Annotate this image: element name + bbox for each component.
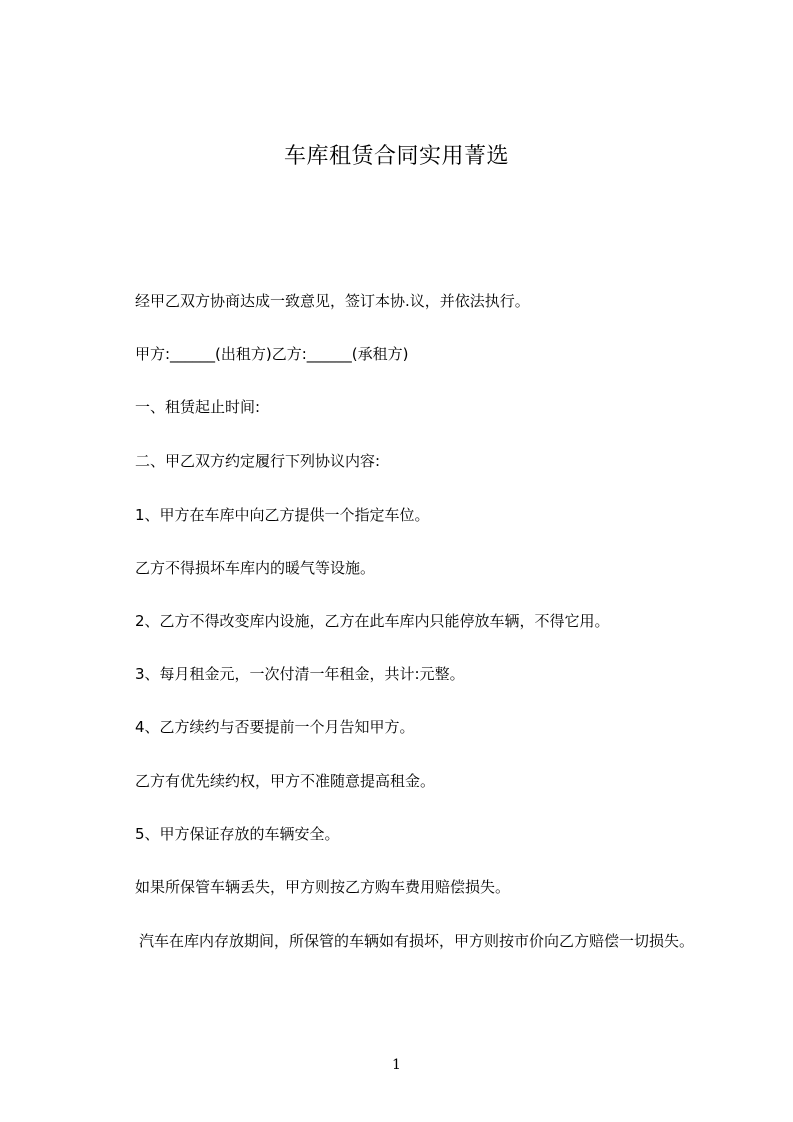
paragraph-clause-5-loss: 如果所保管车辆丢失，甲方则按乙方购车费用赔偿损失。 (135, 878, 511, 896)
paragraph-clause-1-detail: 乙方不得损坏车库内的暖气等设施。 (135, 559, 376, 577)
paragraph-section-one: 一、租赁起止时间: (135, 398, 261, 416)
paragraph-agreement-intro: 经甲乙双方协商达成一致意见，签订本协.议，并依法执行。 (135, 292, 530, 310)
paragraph-clause-5: 5、甲方保证存放的车辆安全。 (135, 825, 340, 843)
paragraph-clause-3: 3、每月租金元，一次付清一年租金，共计:元整。 (135, 665, 465, 683)
paragraph-clause-4: 4、乙方续约与否要提前一个月告知甲方。 (135, 718, 415, 736)
paragraph-parties: 甲方:______(出租方)乙方:______(承租方) (135, 345, 409, 363)
paragraph-section-two: 二、甲乙双方约定履行下列协议内容: (135, 452, 381, 470)
page-number: 1 (392, 1057, 401, 1073)
paragraph-clause-2: 2、乙方不得改变库内设施，乙方在此车库内只能停放车辆，不得它用。 (135, 612, 610, 630)
paragraph-clause-5-damage: 汽车在库内存放期间，所保管的车辆如有损坏，甲方则按市价向乙方赔偿一切损失。 (139, 932, 695, 950)
paragraph-clause-1: 1、甲方在车库中向乙方提供一个指定车位。 (135, 506, 430, 524)
document-title: 车库租赁合同实用菁选 (283, 144, 509, 169)
paragraph-clause-4-detail: 乙方有优先续约权，甲方不准随意提高租金。 (135, 772, 436, 790)
